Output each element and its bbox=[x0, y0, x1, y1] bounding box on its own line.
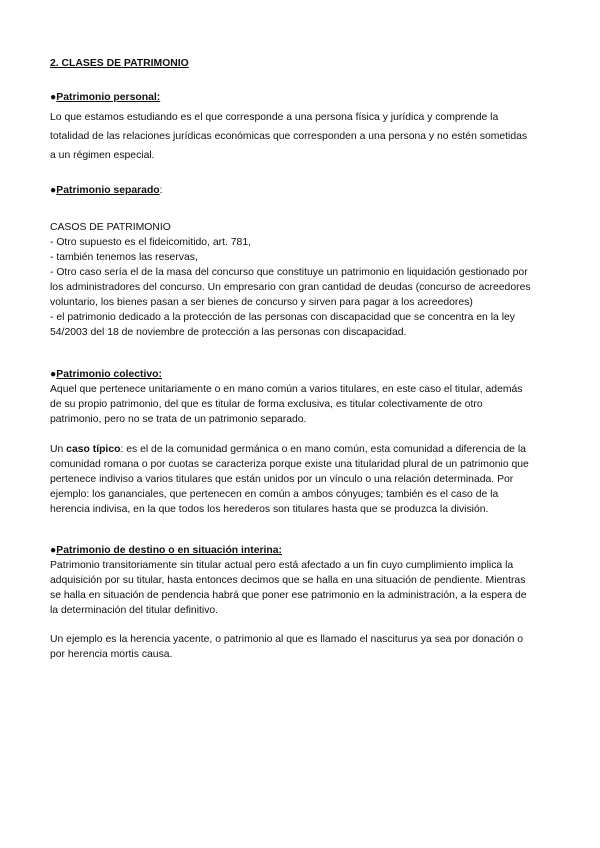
text-line: ejemplo: los gananciales, que pertenecen en común a ambos cónyuges; también es el caso de la bbox=[50, 489, 499, 500]
list-item: - también tenemos las reservas, bbox=[50, 252, 198, 263]
text-line: Patrimonio transitoriamente sin titular actual pero está afectado a un fin cuyo cumplimiento implica la bbox=[50, 560, 514, 571]
text-line: la determinación del titular definitivo. bbox=[50, 605, 219, 616]
text-line: Lo que estamos estudiando es el que corresponde a una persona física y jurídica y comprende la bbox=[50, 112, 499, 123]
text-line: pertenece indiviso a varios titulares que están unidos por un vínculo o una relación determinada. Por bbox=[50, 474, 514, 485]
text-line: adquisición por su titular, hasta entonces decimos que se halla en una situación de pendiente. Mientras bbox=[50, 575, 526, 586]
paragraph-herencia-yacente bbox=[50, 632, 562, 662]
casos-title: CASOS DE PATRIMONIO bbox=[50, 222, 171, 233]
list-item: - el patrimonio dedicado a la protección de las personas con discapacidad que se concentra en la ley bbox=[50, 312, 515, 323]
text-line: totalidad de las relaciones jurídicas económicas que corresponden a una persona y no estén sometidas bbox=[50, 131, 528, 142]
example-rest: : es el de la comunidad germánica o en mano común, esta comunidad a diferencia de la bbox=[120, 444, 526, 455]
list-item: - Otro supuesto es el fideicomitido, art. 781, bbox=[50, 237, 251, 248]
example-prefix: Un bbox=[50, 444, 67, 455]
list-item: 54/2003 del 18 de noviembre de protección a las personas con discapacidad. bbox=[50, 327, 407, 338]
heading-text: Patrimonio personal: bbox=[56, 92, 161, 103]
heading-text: Patrimonio de destino o en situación interina: bbox=[56, 545, 283, 556]
casos-de-patrimonio-list bbox=[50, 220, 562, 340]
text-line: a un régimen especial. bbox=[50, 150, 155, 161]
text-line: herencia indivisa, en la que todos los herederos son titulares hasta que se produzca la división. bbox=[50, 504, 489, 515]
list-item: - Otro caso sería el de la masa del concurso que constituye un patrimonio en liquidación gestionado por bbox=[50, 267, 528, 278]
heading-patrimonio-separado bbox=[50, 185, 562, 196]
text-line: se halla en situación de pendencia habrá que poner ese patrimonio en la administración, a la espera de bbox=[50, 590, 527, 601]
text-line: por herencia mortis causa. bbox=[50, 649, 173, 660]
bullet: ● bbox=[50, 545, 57, 556]
section-patrimonio-colectivo bbox=[50, 367, 562, 427]
heading-suffix: : bbox=[159, 185, 163, 196]
heading-patrimonio-personal bbox=[50, 92, 562, 103]
heading-patrimonio-colectivo bbox=[50, 367, 562, 382]
text-line bbox=[50, 442, 562, 457]
heading-patrimonio-destino bbox=[50, 543, 562, 558]
paragraph-patrimonio-personal bbox=[50, 108, 562, 165]
bullet: ● bbox=[50, 92, 57, 103]
bullet: ● bbox=[50, 369, 57, 380]
text-line: Un ejemplo es la herencia yacente, o patrimonio al que es llamado el nasciturus ya sea por donación o bbox=[50, 634, 524, 645]
text-line: comunidad romana o por cuotas se caracteriza porque existe una titularidad plural de un patrimonio que bbox=[50, 459, 529, 470]
heading-text: Patrimonio separado bbox=[56, 185, 160, 196]
text-line: Aquel que pertenece unitariamente o en mano común a varios titulares, en este caso el titular, además bbox=[50, 384, 523, 395]
text-line: patrimonio, pero no se trata de un patrimonio separado. bbox=[50, 414, 307, 425]
paragraph-caso-tipico bbox=[50, 442, 562, 517]
section-patrimonio-destino bbox=[50, 543, 562, 618]
list-item: voluntario, los bienes pasan a ser bienes de concurso y sirven para pagar a los acreedores) bbox=[50, 297, 473, 308]
heading-text: Patrimonio colectivo: bbox=[56, 369, 162, 380]
bullet: ● bbox=[50, 185, 57, 196]
list-item: los administradores del concurso. Un empresario con gran cantidad de deudas (concurso de acreedores bbox=[50, 282, 531, 293]
page-title: 2. CLASES DE PATRIMONIO bbox=[50, 58, 189, 69]
text-line: de su propio patrimonio, del que es titular de forma exclusiva, es titular colectivamente de otro bbox=[50, 399, 483, 410]
caso-tipico-bold: caso típico bbox=[66, 444, 121, 455]
